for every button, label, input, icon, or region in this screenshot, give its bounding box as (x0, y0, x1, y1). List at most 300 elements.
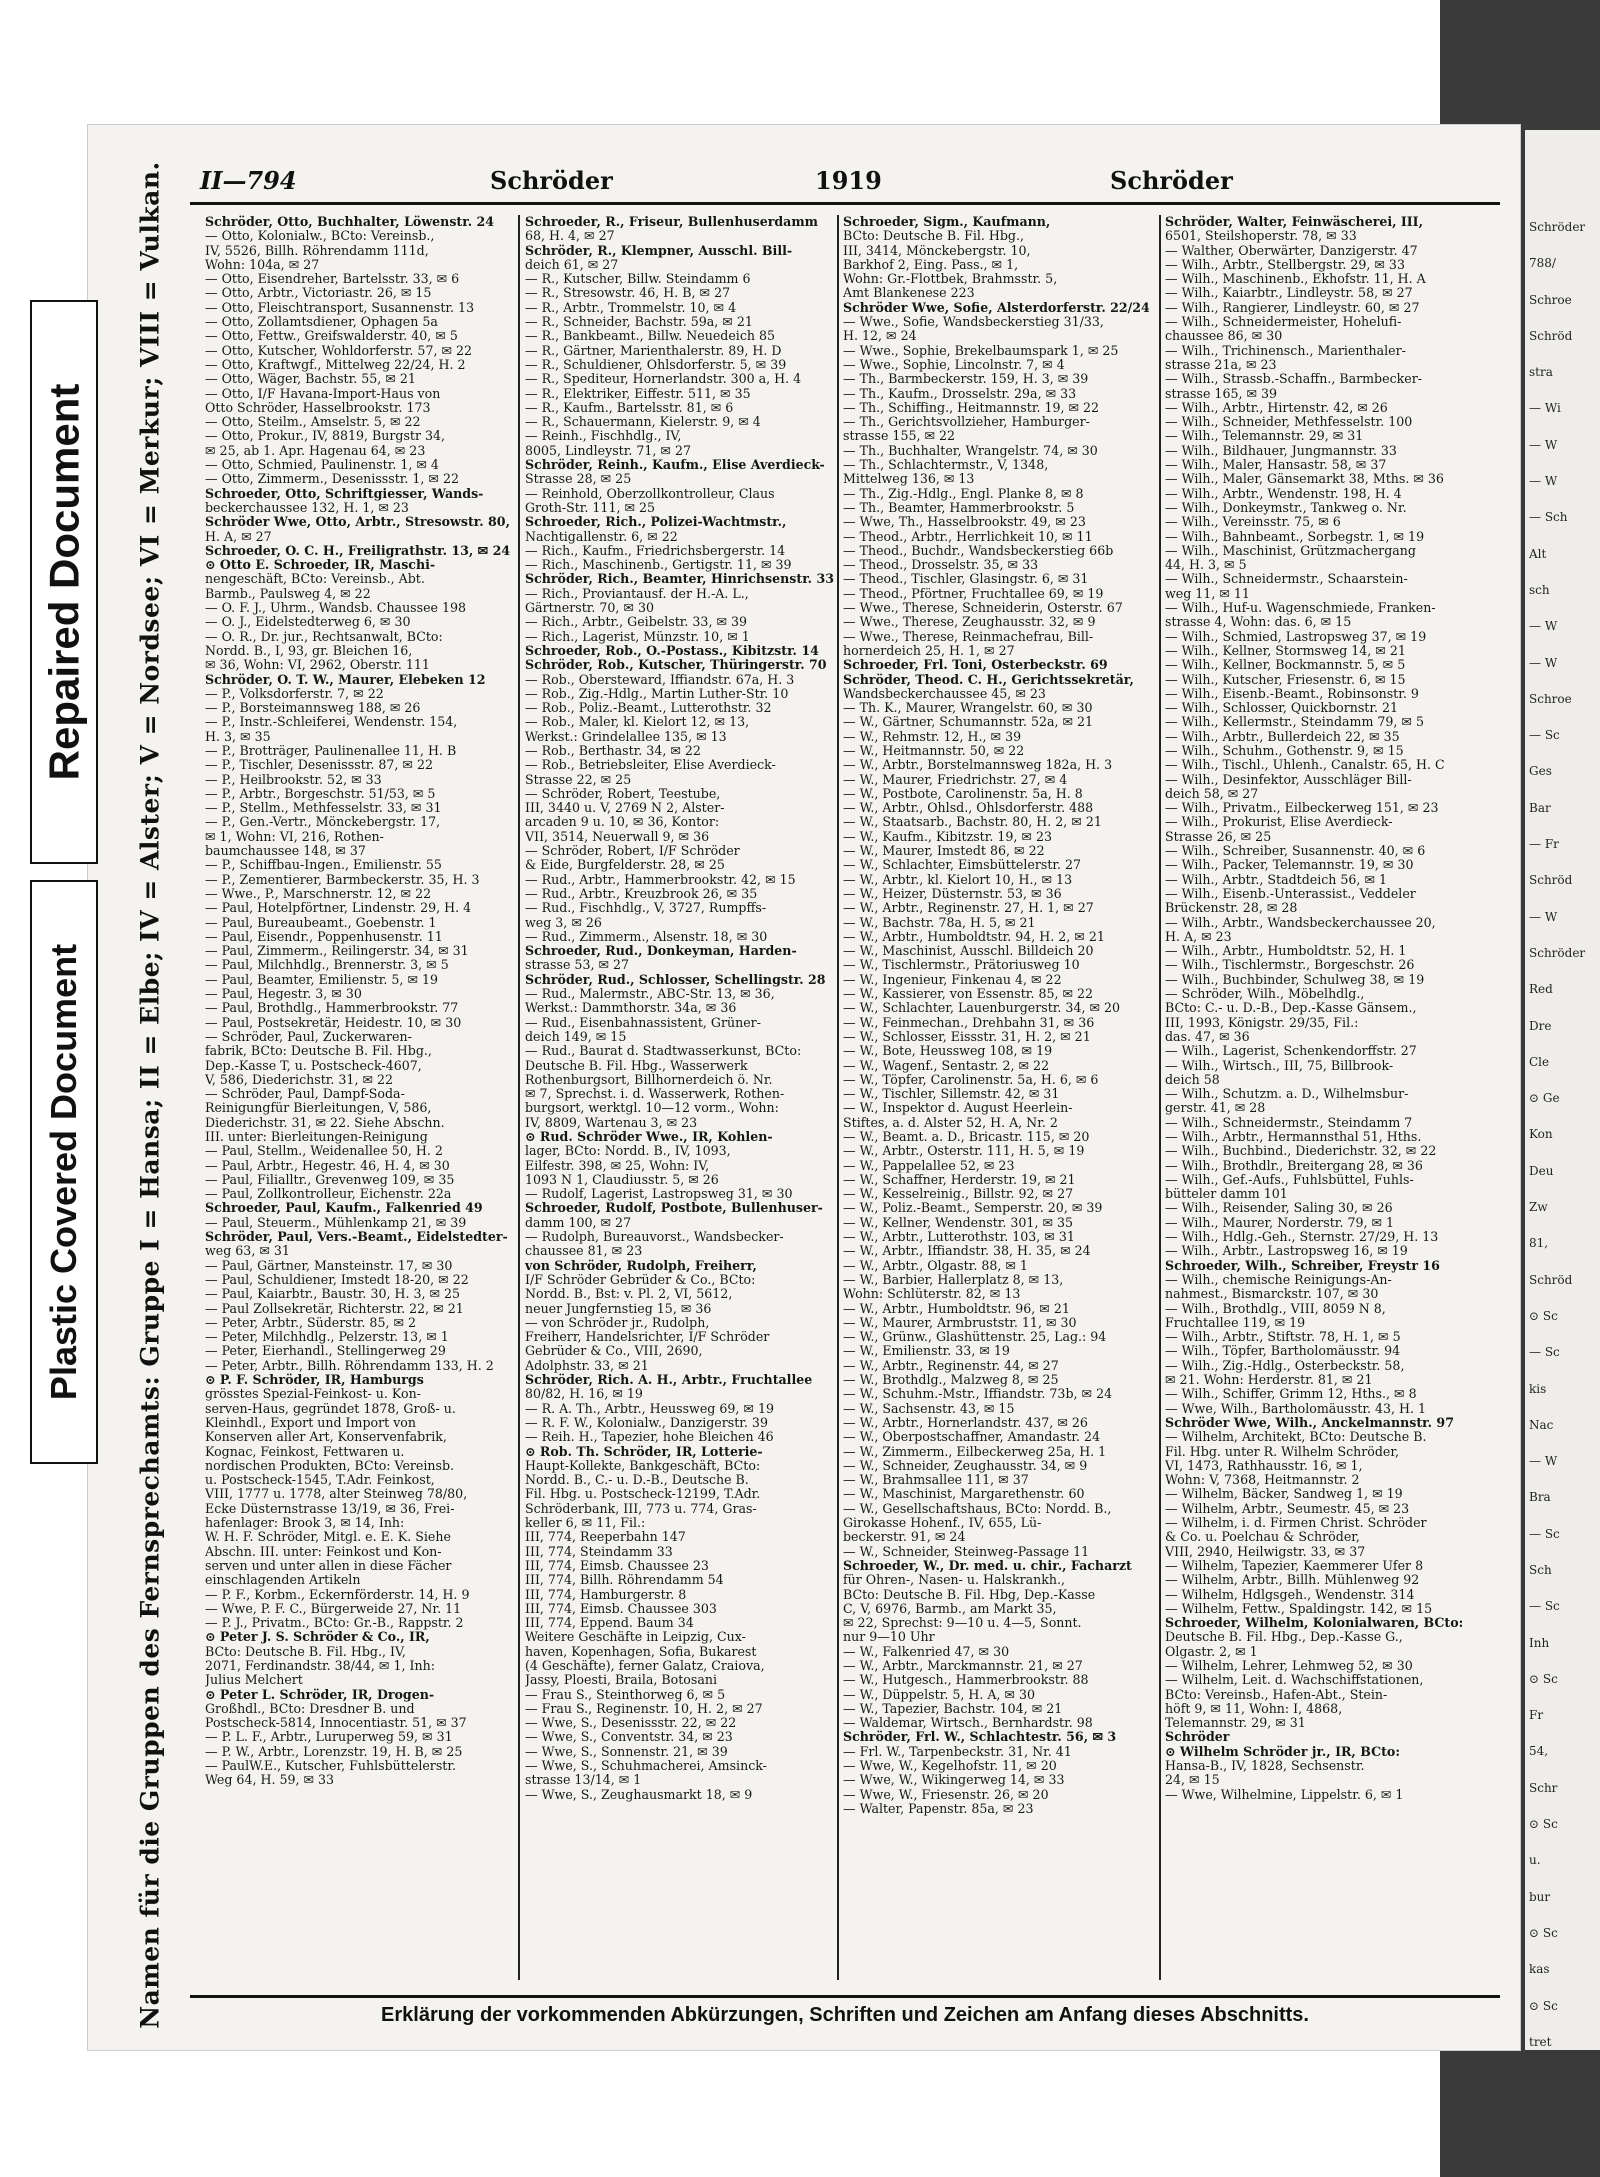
directory-entry: 1093 N 1, Claudiusstr. 5, ✉ 26 (525, 1172, 719, 1187)
directory-entry: — Paul, Hotelpförtner, Lindenstr. 29, H. 4 (205, 901, 472, 916)
directory-entry: — Rich., Proviantausf. der H.-A. L., (525, 586, 749, 601)
directory-entry: — R., Gärtner, Marienthalerstr. 89, H. D (525, 343, 782, 358)
directory-entry: weg 11, ✉ 11 (1165, 586, 1250, 601)
directory-entry: — Wilh., Reisender, Saling 30, ✉ 26 (1165, 1201, 1393, 1216)
directory-entry: — Paul, Kaiarbtr., Baustr. 30, H. 3, ✉ 25 (205, 1287, 461, 1302)
directory-entry: Nordd. B., Bst: v. Pl. 2, VI, 5612, (525, 1287, 733, 1302)
adjacent-page-fragment: 54, (1529, 1744, 1549, 1759)
adjacent-page-fragment: ⊙ Sc (1529, 1671, 1558, 1686)
directory-entry: — R., Kaufm., Bartelsstr. 81, ✉ 6 (525, 400, 734, 415)
directory-entry: VII, 3514, Neuerwall 9, ✉ 36 (525, 829, 710, 844)
directory-entry: Schroeder, Frl. Toni, Osterbeckstr. 69 (843, 658, 1108, 673)
directory-entry: — Wilh., chemische Reinigungs-An- (1165, 1272, 1392, 1287)
directory-entry: — W., Postbote, Carolinenstr. 5a, H. 8 (843, 786, 1083, 801)
directory-entry: — R., Kutscher, Billw. Steindamm 6 (525, 272, 751, 287)
directory-entry: — Otto, Arbtr., Victoriastr. 26, ✉ 15 (205, 286, 432, 301)
directory-entry: strasse 53, ✉ 27 (525, 958, 630, 973)
directory-entry: Weitere Geschäfte in Leipzig, Cux- (525, 1630, 746, 1645)
directory-entry: — P., Zementierer, Barmbeckerstr. 35, H. 3 (205, 872, 480, 887)
directory-entry: Jassy, Ploesti, Braila, Botosani (525, 1673, 717, 1688)
directory-entry: Schroeder, Rud., Donkeyman, Harden- (525, 944, 797, 959)
directory-entry: ✉ 25, ab 1. Apr. Hagenau 64, ✉ 23 (205, 443, 426, 458)
directory-entry: III, 774, Hamburgerstr. 8 (525, 1587, 687, 1602)
adjacent-page-fragment: bur (1529, 1889, 1551, 1904)
directory-entry: Postscheck-5814, Innocentiastr. 51, ✉ 37 (205, 1716, 467, 1731)
directory-entry: Schroeder, Sigm., Kaufmann, (843, 215, 1051, 229)
directory-entry: — Wilhelm, Arbtr., Seumestr. 45, ✉ 23 (1165, 1501, 1410, 1516)
directory-entry: — Reih. H., Tapezier, hohe Bleichen 46 (525, 1430, 774, 1445)
directory-entry: — O. J., Eidelstedterweg 6, ✉ 30 (205, 615, 411, 630)
directory-entry: — Reinhold, Oberzollkontrolleur, Claus (525, 486, 775, 501)
directory-entry: — Otto, Kraftwgf., Mittelweg 22/24, H. 2 (205, 357, 466, 372)
directory-entry: — Paul, Zollkontrolleur, Eichenstr. 22a (205, 1187, 452, 1202)
directory-entry: & Co. u. Poelchau & Schröder, (1165, 1530, 1360, 1545)
directory-entry: — W., Ingenieur, Finkenau 4, ✉ 22 (843, 972, 1062, 987)
directory-entry: — O. F. J., Uhrm., Wandsb. Chaussee 198 (205, 601, 467, 616)
directory-entry: — R., Schauermann, Kielerstr. 9, ✉ 4 (525, 415, 761, 430)
directory-entry: — Wilh., Schuhm., Gothenstr. 9, ✉ 15 (1165, 743, 1404, 758)
directory-entry: deich 58, ✉ 27 (1165, 786, 1259, 801)
directory-entry: — Paul, Zimmerm., Reilingerstr. 34, ✉ 31 (205, 944, 469, 959)
column-2 (525, 215, 835, 1975)
directory-entry: — W., Maurer, Armbruststr. 11, ✉ 30 (843, 1315, 1077, 1330)
directory-entry: — W., Brahmsallee 111, ✉ 37 (843, 1473, 1029, 1488)
directory-entry: strasse 21a, ✉ 23 (1165, 357, 1277, 372)
directory-entry: — Wilh., Rangierer, Lindleystr. 60, ✉ 27 (1165, 300, 1420, 315)
adjacent-page-fragment: tret (1529, 2034, 1552, 2049)
directory-entry: — W., Bote, Heussweg 108, ✉ 19 (843, 1044, 1053, 1059)
directory-entry: Haupt-Kollekte, Bankgeschäft, BCto: (525, 1458, 761, 1473)
directory-entry: — Wilh., Wirtsch., III, 75, Billbrook- (1165, 1058, 1394, 1073)
adjacent-page-fragment: ⊙ Sc (1529, 1925, 1558, 1940)
directory-entry: — Wilh., Schiffer, Grimm 12, Hths., ✉ 8 (1165, 1387, 1417, 1402)
adjacent-page-fragment: ⊙ Ge (1529, 1091, 1560, 1106)
directory-entry: — Th. K., Maurer, Wrangelstr. 60, ✉ 30 (843, 701, 1093, 716)
directory-entry: — Wilh., Trichinensch., Marienthaler- (1165, 343, 1406, 358)
directory-entry: — Wilh., Maschinist, Grützmachergang (1165, 543, 1416, 558)
directory-entry: 44, H. 3, ✉ 5 (1165, 558, 1247, 573)
column-1 (205, 215, 515, 1975)
header-year: 1919 (815, 166, 882, 195)
directory-entry: nengeschäft, BCto: Vereinsb., Abt. (205, 572, 425, 587)
column-divider (1159, 215, 1161, 1980)
directory-entry: ⊙ Peter J. S. Schröder & Co., IR, (205, 1630, 430, 1645)
directory-entry: — Otto, Zimmerm., Desenissstr. 1, ✉ 22 (205, 472, 460, 487)
adjacent-page-fragment: kis (1529, 1381, 1547, 1396)
directory-entry: — Otto, Kutscher, Wohldorferstr. 57, ✉ 22 (205, 343, 473, 358)
directory-entry: — Wilh., Prokurist, Elise Averdieck- (1165, 815, 1393, 830)
adjacent-page-fragment: — Sc (1529, 728, 1560, 743)
directory-entry: VIII, 1777 u. 1778, alter Steinweg 78/80, (205, 1487, 468, 1502)
directory-entry: ⊙ Rud. Schröder Wwe., IR, Kohlen- (525, 1130, 773, 1144)
directory-entry: Fruchtallee 119, ✉ 19 (1165, 1315, 1306, 1330)
directory-entry: — Th., Schlachtermstr., V, 1348, (843, 458, 1049, 473)
directory-entry: H. A, ✉ 23 (1165, 929, 1232, 944)
adjacent-page-fragment: Deu (1529, 1163, 1554, 1178)
directory-entry: — Paul, Arbtr., Hegestr. 46, H. 4, ✉ 30 (205, 1158, 450, 1173)
directory-entry: — W., Falkenried 47, ✉ 30 (843, 1644, 1010, 1659)
directory-entry: lager, BCto: Nordd. B., IV, 1093, (525, 1144, 731, 1159)
directory-entry: — W., Hutgesch., Hammerbrookstr. 88 (843, 1673, 1089, 1688)
directory-entry: — Wwe., Sophie, Lincolnstr. 7, ✉ 4 (843, 357, 1065, 372)
directory-entry: neuer Jungfernstieg 15, ✉ 36 (525, 1301, 712, 1316)
directory-entry: Schroeder, Rudolf, Postbote, Bullenhuser- (525, 1201, 823, 1216)
directory-entry: — W., Maurer, Imstedt 86, ✉ 22 (843, 844, 1045, 859)
directory-entry: — Wilh., Maschinenb., Ekhofstr. 11, H. A (1165, 272, 1426, 287)
adjacent-page-fragment: Schröd (1529, 873, 1573, 888)
directory-entry: — P. W., Arbtr., Lorenzstr. 19, H. B, ✉ 25 (205, 1744, 463, 1759)
directory-entry: — Otto, Kolonialw., BCto: Vereinsb., (205, 229, 435, 244)
directory-entry: Schroeder, O. C. H., Freiligrathstr. 13, ✉ 24 (205, 543, 511, 558)
directory-entry: — W., Kaufm., Kibitzstr. 19, ✉ 23 (843, 829, 1052, 844)
directory-entry: Gärtnerstr. 70, ✉ 30 (525, 601, 655, 616)
directory-entry: III, 774, Eimsb. Chaussee 23 (525, 1558, 709, 1573)
directory-entry: H. A, ✉ 27 (205, 529, 272, 544)
directory-entry: Schroeder, Otto, Schriftgiesser, Wands- (205, 486, 484, 501)
directory-entry: Hansa-B., IV, 1828, Sechsenstr. (1165, 1759, 1365, 1774)
directory-entry: — Paul, Milchhdlg., Brennerstr. 3, ✉ 5 (205, 958, 449, 973)
directory-entry: Schröder, Otto, Buchhalter, Löwenstr. 24 (205, 215, 495, 229)
directory-entry: — W., Staatsarb., Bachstr. 80, H. 2, ✉ 21 (843, 815, 1102, 830)
directory-entry: Wohn: Schlüterstr. 82, ✉ 13 (843, 1287, 1021, 1302)
directory-entry: — Wwe, Wilhelmine, Lippelstr. 6, ✉ 1 (1165, 1787, 1404, 1802)
directory-entry: — Wilh., Arbtr., Lastropsweg 16, ✉ 19 (1165, 1244, 1408, 1259)
footer-note: Erklärung der vorkommenden Abkürzungen, Schriften und Zeichen am Anfang dieses Abschnitts. (381, 2004, 1309, 2026)
directory-entry: (4 Geschäfte), ferner Galatz, Craiova, (525, 1658, 765, 1673)
directory-entry: — Th., Zig.-Hdlg., Engl. Planke 8, ✉ 8 (843, 486, 1084, 501)
directory-entry: — Wilh., Schneidermstr., Schaarstein- (1165, 572, 1408, 587)
adjacent-page-fragment: Cle (1529, 1054, 1550, 1069)
directory-entry: Schröder, Frl. W., Schlachtestr. 56, ✉ 3 (843, 1730, 1117, 1745)
directory-entry: & Eide, Burgfelderstr. 28, ✉ 25 (525, 858, 725, 873)
directory-entry: IV, 8809, Wartenau 3, ✉ 23 (525, 1115, 698, 1130)
telephone-groups-banner-text: Namen für die Gruppen des Fernsprechamts: Gruppe I = Hansa; II = Elbe; IV = Alster; V = Nordsee; VI = Merkur; VIII = Vulkan. (135, 161, 165, 2029)
directory-entry: nahmest., Bismarckstr. 107, ✉ 30 (1165, 1287, 1379, 1302)
directory-entry: BCto: C.- u. D.-B., Dep.-Kasse Gänsem., (1165, 1001, 1417, 1016)
directory-entry: Strasse 28, ✉ 25 (525, 472, 632, 487)
directory-entry: VIII, 2940, Heilwigstr. 33, ✉ 37 (1165, 1544, 1366, 1559)
directory-entry: Nachtigallenstr. 6, ✉ 22 (525, 529, 678, 544)
directory-entry: höft 9, ✉ 11, Wohn: I, 4868, (1165, 1701, 1343, 1716)
directory-entry: — W., Zimmerm., Eilbeckerweg 25a, H. 1 (843, 1444, 1107, 1459)
adjacent-page-fragment: Kon (1529, 1127, 1553, 1142)
directory-entry: — Wilh., Buchbind., Diederichstr. 32, ✉ 22 (1165, 1144, 1437, 1159)
adjacent-page-fragment: — W (1529, 474, 1558, 489)
directory-entry: — Wilh., Schreiber, Susannenstr. 40, ✉ 6 (1165, 844, 1426, 859)
directory-entry: — Frau S., Steinthorweg 6, ✉ 5 (525, 1687, 726, 1702)
directory-entry: Schroeder, Rich., Polizei-Wachtmstr., (525, 515, 787, 530)
directory-entry: Mittelweg 136, ✉ 13 (843, 472, 975, 487)
directory-entry: — W., Arbtr., Hornerlandstr. 437, ✉ 26 (843, 1415, 1088, 1430)
directory-entry: Schröder, Rud., Schlosser, Schellingstr. 28 (525, 972, 826, 987)
directory-entry: H. 12, ✉ 24 (843, 329, 917, 344)
directory-entry: Barkhof 2, Eing. Pass., ✉ 1, (843, 257, 1019, 272)
directory-entry: Otto Schröder, Hasselbrookstr. 173 (205, 400, 431, 415)
directory-entry: — Otto, Steilm., Amselstr. 5, ✉ 22 (205, 415, 421, 430)
directory-entry: Brückenstr. 28, ✉ 28 (1165, 901, 1298, 916)
directory-entry: — P., Borsteimannsweg 188, ✉ 26 (205, 701, 421, 716)
directory-entry: — Wilh., Arbtr., Hermannsthal 51, Hths. (1165, 1130, 1422, 1144)
directory-entry: strasse 4, Wohn: das. 6, ✉ 15 (1165, 615, 1352, 630)
directory-entry: Deutsche B. Fil. Hbg., Wasserwerk (525, 1058, 748, 1073)
directory-entry: — Wilh., Arbtr., Stellbergstr. 29, ✉ 33 (1165, 257, 1405, 272)
directory-entry: — Wilh., Brothdlg., VIII, 8059 N 8, (1165, 1301, 1386, 1316)
directory-entry: — Paul, Hegestr. 3, ✉ 30 (205, 987, 362, 1002)
directory-entry: Kognac, Feinkost, Fettwaren u. (205, 1444, 405, 1459)
adjacent-page-fragment: Schröder (1529, 220, 1586, 234)
adjacent-page-fragment: — W (1529, 909, 1558, 924)
adjacent-page-fragment: — W (1529, 619, 1558, 634)
directory-entry: strasse 165, ✉ 39 (1165, 386, 1278, 401)
directory-entry: 6501, Steilshoperstr. 78, ✉ 33 (1165, 229, 1357, 244)
directory-entry: — Paul, Eisendr., Poppenhusenstr. 11 (205, 929, 443, 944)
telephone-groups-banner (120, 161, 180, 2029)
directory-entry: — P., Instr.-Schleiferei, Wendenstr. 154, (205, 715, 458, 730)
directory-entry: Wohn: Gr.-Flottbek, Brahmsstr. 5, (843, 272, 1058, 287)
directory-entry: — W., Töpfer, Carolinenstr. 5a, H. 6, ✉ 6 (843, 1072, 1099, 1087)
directory-entry: weg 3, ✉ 26 (525, 915, 602, 930)
directory-entry: — Theod., Drosselstr. 35, ✉ 33 (843, 558, 1039, 573)
directory-entry: — Wilhelm, Leit. d. Wachschiffstationen, (1165, 1673, 1424, 1688)
directory-entry: III, 3440 u. V, 2769 N 2, Alster- (525, 801, 725, 816)
directory-entry: — Wilh., Bildhauer, Jungmannstr. 33 (1165, 443, 1397, 458)
directory-entry: — W., Schlachter, Lauenburgerstr. 34, ✉ 20 (843, 1001, 1121, 1016)
directory-entry: — P. J., Privatm., BCto: Gr.-B., Rappstr. 2 (205, 1616, 464, 1631)
directory-entry: — Rob., Poliz.-Beamt., Lutterothstr. 32 (525, 701, 772, 716)
directory-entry: das. 47, ✉ 36 (1165, 1029, 1250, 1044)
directory-entry: chaussee 81, ✉ 23 (525, 1244, 643, 1259)
directory-entry: Reinigungfür Bierleitungen, V, 586, (205, 1101, 432, 1116)
directory-entry: — Rud., Zimmerm., Alsenstr. 18, ✉ 30 (525, 929, 768, 944)
directory-entry: grösstes Spezial-Feinkost- u. Kon- (205, 1387, 421, 1402)
directory-entry: — P. F., Korbm., Eckernförderstr. 14, H. 9 (205, 1587, 470, 1602)
directory-entry: — Paul, Brothdlg., Hammerbrookstr. 77 (205, 1001, 459, 1016)
header-left-name: Schröder (490, 166, 613, 195)
adjacent-page-edge (1525, 130, 1600, 2050)
directory-entry: hornerdeich 25, H. 1, ✉ 27 (843, 643, 1015, 658)
directory-entry: — Wilh., Arbtr., Stadtdeich 56, ✉ 1 (1165, 872, 1388, 887)
directory-entry: — Rob., Berthastr. 34, ✉ 22 (525, 743, 701, 758)
directory-entry: — Wilhelm, Tapezier, Kaemmerer Ufer 8 (1165, 1558, 1424, 1573)
directory-entry: Schroeder, W., Dr. med. u. chir., Facharzt (843, 1558, 1132, 1573)
directory-entry: V, 586, Diederichstr. 31, ✉ 22 (205, 1072, 394, 1087)
directory-entry: Schröderbank, III, 773 u. 774, Gras- (525, 1501, 757, 1516)
directory-entry: — Wilh., Arbtr., Hirtenstr. 42, ✉ 26 (1165, 400, 1388, 415)
adjacent-page-fragment: Dre (1529, 1018, 1552, 1033)
directory-entry: — Rob., Betriebsleiter, Elise Averdieck- (525, 758, 776, 773)
directory-entry: Strasse 22, ✉ 25 (525, 772, 632, 787)
directory-entry: — Rob., Obersteward, Iffiandstr. 67a, H. 3 (525, 672, 795, 687)
directory-entry: — P., Gen.-Vertr., Mönckebergstr. 17, (205, 815, 441, 830)
directory-entry: — R., Elektriker, Eiffestr. 511, ✉ 35 (525, 386, 751, 401)
directory-entry: — W., Poliz.-Beamt., Semperstr. 20, ✉ 39 (843, 1201, 1103, 1216)
directory-entry: — W., Bachstr. 78a, H. 5, ✉ 21 (843, 915, 1036, 930)
directory-entry: — W., Heizer, Düsternstr. 53, ✉ 36 (843, 886, 1062, 901)
directory-entry: — Wwe, S., Desenissstr. 22, ✉ 22 (525, 1716, 737, 1731)
directory-entry: Schroeder, Rob., O.-Postass., Kibitzstr. 14 (525, 643, 819, 658)
directory-entry: Nordd. B., I, 93, gr. Bleichen 16, (205, 643, 413, 658)
directory-entry: — Paul, Stellm., Weidenallee 50, H. 2 (205, 1144, 443, 1159)
directory-entry: — Wilh., Arbtr., Humboldtstr. 52, H. 1 (1165, 944, 1407, 959)
directory-entry: — W., Sachsenstr. 43, ✉ 15 (843, 1401, 1015, 1416)
directory-entry: Werkst.: Dammthorstr. 34a, ✉ 36 (525, 1001, 737, 1016)
directory-entry: — W., Tischlermstr., Prätoriusweg 10 (843, 958, 1080, 973)
directory-entry: ✉ 36, Wohn: VI, 2962, Oberstr. 111 (205, 658, 430, 673)
directory-entry: — Rud., Malermstr., ABC-Str. 13, ✉ 36, (525, 987, 775, 1002)
directory-entry: Dep.-Kasse T, u. Postscheck-4607, (205, 1058, 422, 1073)
directory-entry: Schröder, O. T. W., Maurer, Elebeken 12 (205, 672, 486, 687)
directory-entry: — Wilh., Bahnbeamt., Sorbegstr. 1, ✉ 19 (1165, 529, 1425, 544)
directory-entry: BCto: Deutsche B. Fil. Hbg, Dep.-Kasse (843, 1587, 1096, 1602)
directory-entry: I/F Schröder Gebrüder & Co., BCto: (525, 1272, 756, 1287)
directory-entry: — Rich., Maschinenb., Gertigstr. 11, ✉ 39 (525, 558, 792, 573)
directory-entry: Nordd. B., C.- u. D.-B., Deutsche B. (525, 1473, 749, 1488)
directory-entry: ⊙ Peter L. Schröder, IR, Drogen- (205, 1687, 435, 1702)
adjacent-page-fragment: ⊙ Sc (1529, 1308, 1558, 1323)
directory-entry: — R., Spediteur, Hornerlandstr. 300 a, H. 4 (525, 372, 802, 387)
directory-entry: 8005, Lindleystr. 71, ✉ 27 (525, 443, 691, 458)
directory-entry: einschlagenden Artikeln (205, 1573, 361, 1588)
adjacent-page-fragment: u. (1529, 1853, 1541, 1868)
directory-entry: Schröder (1165, 1730, 1230, 1745)
directory-entry: — W., Grünw., Glashüttenstr. 25, Lag.: 94 (843, 1330, 1107, 1345)
directory-entry: — Wwe, W., Kegelhofstr. 11, ✉ 20 (843, 1759, 1057, 1774)
adjacent-page-fragment: sch (1529, 582, 1550, 597)
directory-entry: — W., Tischler, Sillemstr. 42, ✉ 31 (843, 1087, 1060, 1102)
adjacent-page-fragment: Inh (1529, 1635, 1550, 1650)
page-footer (190, 1995, 1500, 2034)
directory-entry: — Th., Gerichtsvollzieher, Hamburger- (843, 415, 1090, 430)
directory-entry: — Paul, Bureaubeamt., Goebenstr. 1 (205, 915, 437, 930)
directory-entry: C, V, 6976, Barmb., am Markt 35, (843, 1601, 1057, 1616)
directory-entry: von Schröder, Rudolph, Freiherr, (525, 1258, 757, 1273)
directory-entry: — Wilh., Zig.-Hdlg., Osterbeckstr. 58, (1165, 1358, 1405, 1373)
directory-entry: ⊙ Rob. Th. Schröder, IR, Lotterie- (525, 1444, 763, 1459)
directory-entry: Fil. Hbg. u. Postscheck-12199, T.Adr. (525, 1487, 761, 1502)
adjacent-page-fragment: Schröd (1529, 1272, 1573, 1287)
directory-entry: — Walter, Papenstr. 85a, ✉ 23 (843, 1801, 1034, 1816)
directory-entry: ⊙ P. F. Schröder, IR, Hamburgs (205, 1373, 424, 1388)
directory-entry: — Th., Beamter, Hammerbrookstr. 5 (843, 500, 1075, 515)
directory-entry: — Wwe., P., Marschnerstr. 12, ✉ 22 (205, 886, 432, 901)
directory-entry: — Wilh., Arbtr., Stiftstr. 78, H. 1, ✉ 5 (1165, 1330, 1401, 1345)
directory-entry: — Peter, Milchhdlg., Pelzerstr. 13, ✉ 1 (205, 1330, 449, 1345)
directory-entry: III, 774, Billh. Röhrendamm 54 (525, 1573, 724, 1588)
directory-entry: Schröder, Reinh., Kaufm., Elise Averdieck- (525, 458, 825, 473)
directory-entry: — Frl. W., Tarpenbeckstr. 31, Nr. 41 (843, 1744, 1072, 1759)
directory-entry: keller 6, ✉ 11, Fil.: (525, 1516, 646, 1531)
directory-entry: Deutsche B. Fil. Hbg., Dep.-Kasse G., (1165, 1630, 1403, 1645)
directory-entry: — Otto, Prokur., IV, 8819, Burgstr 34, (205, 429, 446, 444)
directory-entry: — Peter, Arbtr., Billh. Röhrendamm 133, H. 2 (205, 1358, 494, 1373)
directory-entry: — W., Schlosser, Eissstr. 31, H. 2, ✉ 21 (843, 1029, 1091, 1044)
directory-entry: — W., Oberpostschaffner, Amandastr. 24 (843, 1430, 1101, 1445)
directory-entry: — Rich., Lagerist, Münzstr. 10, ✉ 1 (525, 629, 750, 644)
directory-entry: — Otto, Fleischtransport, Susannenstr. 13 (205, 300, 475, 315)
directory-entry: — Wilh., Schneidermstr., Steindamm 7 (1165, 1115, 1413, 1130)
directory-entry: — W., Schneider, Steinweg-Passage 11 (843, 1544, 1090, 1559)
directory-entry: — Schröder, Paul, Dampf-Soda- (205, 1087, 405, 1102)
directory-entry: nordischen Produkten, BCto: Vereinsb. (205, 1458, 455, 1473)
directory-entry: — Wilh., Tischl., Uhlenh., Canalstr. 65, H. C (1165, 758, 1445, 773)
directory-entry: — Wilh., Eisenb.-Unterassist., Veddeler (1165, 886, 1416, 901)
directory-entry: strasse 13/14, ✉ 1 (525, 1773, 642, 1788)
column-divider (518, 215, 520, 1980)
directory-entry: — W., Kassierer, von Essenstr. 85, ✉ 22 (843, 987, 1094, 1002)
directory-entry: — Rudolph, Bureauvorst., Wandsbecker- (525, 1230, 784, 1245)
directory-entry: — P., Stellm., Methfesselstr. 33, ✉ 31 (205, 801, 442, 816)
directory-entry: Amt Blankenese 223 (843, 286, 975, 301)
adjacent-page-fragment: 788/ (1529, 256, 1556, 271)
directory-entry: u. Postscheck-1545, T.Adr. Feinkost, (205, 1473, 435, 1488)
adjacent-page-fragment: — Sc (1529, 1345, 1560, 1360)
directory-entry: — P. L. F., Arbtr., Luruperweg 59, ✉ 31 (205, 1730, 453, 1745)
directory-entry: Telemannstr. 29, ✉ 31 (1165, 1716, 1306, 1731)
directory-entry: — Wwe, S., Conventstr. 34, ✉ 23 (525, 1730, 733, 1745)
directory-entry: — W., Arbtr., Reginenstr. 27, H. 1, ✉ 27 (843, 901, 1094, 916)
directory-entry: Konserven aller Art, Konservenfabrik, (205, 1430, 447, 1445)
directory-entry: — Rud., Fischhdlg., V, 3727, Rumpffs- (525, 901, 767, 916)
directory-entry: gerstr. 41, ✉ 28 (1165, 1101, 1266, 1116)
directory-entry: — Wwe, W., Wikingerweg 14, ✉ 33 (843, 1773, 1065, 1788)
directory-entry: — P., Volksdorferstr. 7, ✉ 22 (205, 686, 384, 701)
directory-entry: — P., Heilbrookstr. 52, ✉ 33 (205, 772, 382, 787)
directory-entry: Freiherr, Handelsrichter, I/F Schröder (525, 1330, 770, 1345)
directory-entry: — W., Kellner, Wendenstr. 301, ✉ 35 (843, 1215, 1074, 1230)
directory-entry: — Paul, Beamter, Emilienstr. 5, ✉ 19 (205, 972, 439, 987)
directory-entry: — O. R., Dr. jur., Rechtsanwalt, BCto: (205, 629, 443, 644)
directory-entry: Ecke Düsternstrasse 13/19, ✉ 36, Frei- (205, 1501, 455, 1516)
directory-entry: — Wilhelm, Hdlgsgeh., Wendenstr. 314 (1165, 1587, 1415, 1602)
adjacent-page-fragment: Fr (1529, 1708, 1544, 1723)
directory-entry: beckerstr. 91, ✉ 24 (843, 1530, 966, 1545)
adjacent-page-fragment: Schr (1529, 1780, 1558, 1795)
directory-entry: H. 3, ✉ 35 (205, 729, 271, 744)
directory-entry: — Wilh., Kellner, Bockmannstr. 5, ✉ 5 (1165, 658, 1406, 673)
directory-entry: — Rob., Zig.-Hdlg., Martin Luther-Str. 10 (525, 686, 789, 701)
directory-entry: — W., Beamt. a. D., Bricastr. 115, ✉ 20 (843, 1130, 1090, 1144)
directory-entry: Strasse 26, ✉ 25 (1165, 829, 1272, 844)
directory-entry: — R., Bankbeamt., Billw. Neuedeich 85 (525, 329, 776, 344)
repaired-document-label (30, 300, 98, 864)
directory-entry: — Wilh., Schmied, Lastropsweg 37, ✉ 19 (1165, 629, 1427, 644)
directory-entry: Julius Melchert (205, 1673, 303, 1688)
directory-entry: — Paul, Schuldiener, Imstedt 18-20, ✉ 22 (205, 1272, 469, 1287)
directory-entry: — P., Brotträger, Paulinenallee 11, H. B (205, 743, 457, 758)
directory-entry: — Peter, Eierhandl., Stellingerweg 29 (205, 1344, 446, 1359)
directory-entry: — Schröder, Robert, Teestube, (525, 786, 721, 801)
directory-entry: hafenlager: Brook 3, ✉ 14, Inh: (205, 1516, 405, 1531)
directory-entry: — R. F. W., Kolonialw., Danzigerstr. 39 (525, 1415, 768, 1430)
directory-entry: 24, ✉ 15 (1165, 1773, 1220, 1788)
directory-entry: — Wilh., Maler, Gänsemarkt 38, Mths. ✉ 36 (1165, 472, 1444, 487)
directory-entry: — Wilh., Hdlg.-Geh., Sternstr. 27/29, H. 13 (1165, 1230, 1439, 1245)
directory-entry: Schröder Wwe, Sofie, Alsterdorferstr. 22/24 (843, 300, 1150, 315)
directory-entry: — Theod., Pförtner, Fruchtallee 69, ✉ 19 (843, 586, 1104, 601)
directory-entry: BCto: Deutsche B. Fil. Hbg., IV, (205, 1644, 406, 1659)
directory-entry: 80/82, H. 16, ✉ 19 (525, 1387, 643, 1402)
directory-entry: III, 774, Eppend. Baum 34 (525, 1616, 694, 1631)
directory-entry: Schröder, Theod. C. H., Gerichtssekretär, (843, 672, 1134, 687)
directory-entry: haven, Kopenhagen, Sofia, Bukarest (525, 1644, 757, 1659)
adjacent-page-fragment: stra (1529, 365, 1553, 380)
directory-entry: BCto: Vereinsb., Hafen-Abt., Stein- (1165, 1687, 1388, 1702)
directory-entry: III, 774, Steindamm 33 (525, 1544, 673, 1559)
directory-entry: III, 774, Eimsb. Chaussee 303 (525, 1601, 717, 1616)
directory-entry: — Theod., Tischler, Glasingstr. 6, ✉ 31 (843, 572, 1089, 587)
directory-entry: — Wwe, S., Zeughausmarkt 18, ✉ 9 (525, 1787, 753, 1802)
adjacent-page-fragment: 81, (1529, 1236, 1549, 1251)
